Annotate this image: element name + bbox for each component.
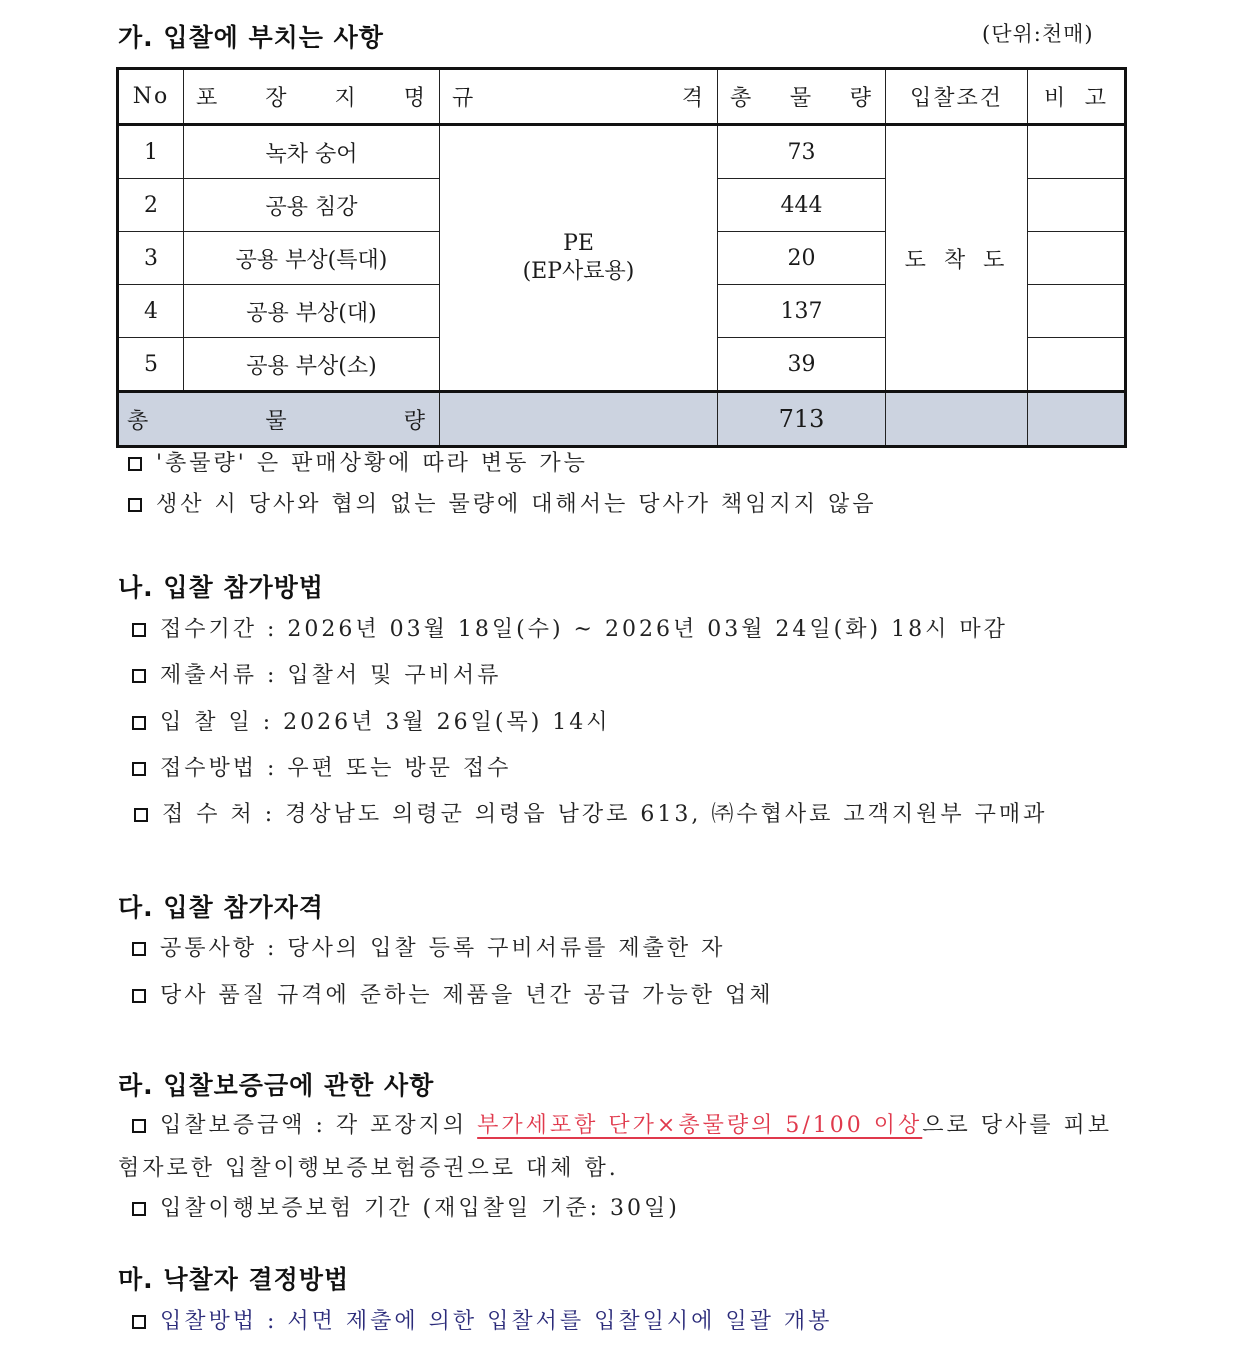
- checkbox-icon: [128, 457, 142, 471]
- checkbox-icon: [132, 1315, 146, 1329]
- row-qty: 20: [718, 232, 886, 285]
- list-item: 당사 품질 규격에 준하는 제품을 년간 공급 가능한 업체: [132, 978, 774, 1009]
- list-item: 입 찰 일 : 2026년 3월 26일(목) 14시: [132, 705, 611, 736]
- row-note: [1028, 125, 1126, 179]
- spec-line-1: PE: [563, 231, 594, 256]
- row-no: 2: [118, 179, 184, 232]
- row-name: 녹차 숭어: [184, 125, 440, 179]
- total-value: 713: [718, 392, 886, 447]
- checkbox-icon: [132, 1119, 146, 1133]
- checkbox-icon: [134, 808, 148, 822]
- note-2: 생산 시 당사와 협의 없는 물량에 대해서는 당사가 책임지지 않음: [128, 487, 877, 518]
- section-e-title: 마. 낙찰자 결정방법: [118, 1265, 350, 1294]
- row-qty: 73: [718, 125, 886, 179]
- row-qty: 137: [718, 285, 886, 338]
- total-spec: [440, 392, 718, 447]
- checkbox-icon: [132, 762, 146, 776]
- checkbox-icon: [132, 623, 146, 637]
- header-no: No: [118, 69, 184, 125]
- total-row: [118, 392, 1126, 447]
- row-note: [1028, 232, 1126, 285]
- checkbox-icon: [132, 1202, 146, 1216]
- checkbox-icon: [128, 498, 142, 512]
- row-name: 공용 부상(소): [184, 338, 440, 392]
- spec-line-2: (EP사료용): [522, 259, 635, 284]
- total-note: [1028, 392, 1126, 447]
- spec-cell: [440, 125, 718, 392]
- checkbox-icon: [132, 989, 146, 1003]
- row-note: [1028, 179, 1126, 232]
- row-name: 공용 부상(특대): [184, 232, 440, 285]
- guarantee-prefix: 입찰보증금액 : 각 포장지의: [160, 1113, 478, 1138]
- row-qty: 444: [718, 179, 886, 232]
- header-cond: 입찰조건: [886, 69, 1028, 125]
- row-no: 4: [118, 285, 184, 338]
- bid-table: [116, 67, 1127, 448]
- guarantee-continuation: 험자로한 입찰이행보증보험증권으로 대체 함.: [118, 1156, 619, 1181]
- header-qty: 총 물 량: [718, 69, 886, 125]
- checkbox-icon: [132, 716, 146, 730]
- list-item: 접수방법 : 우편 또는 방문 접수: [132, 751, 511, 782]
- row-note: [1028, 338, 1126, 392]
- row-no: 5: [118, 338, 184, 392]
- list-item: 공통사항 : 당사의 입찰 등록 구비서류를 제출한 자: [132, 931, 725, 962]
- note-1: '총물량' 은 판매상황에 따라 변동 가능: [128, 446, 588, 477]
- list-item: 입찰방법 : 서면 제출에 의한 입찰서를 입찰일시에 일괄 개봉: [132, 1304, 832, 1335]
- checkbox-icon: [132, 942, 146, 956]
- table-header-row: [118, 69, 1126, 125]
- guarantee-highlight: 부가세포함 단가×총물량의 5/100 이상: [477, 1113, 923, 1138]
- total-label: 총 물 량: [118, 392, 440, 447]
- table-row: [118, 125, 1126, 179]
- section-a-title: 가. 입찰에 부치는 사항: [118, 23, 384, 52]
- row-note: [1028, 285, 1126, 338]
- list-item: 접수기간 : 2026년 03월 18일(수) ~ 2026년 03월 24일(화) 18시 마감: [132, 612, 1008, 643]
- row-name: 공용 침강: [184, 179, 440, 232]
- row-no: 1: [118, 125, 184, 179]
- condition-cell: 도착도: [886, 125, 1028, 392]
- row-qty: 39: [718, 338, 886, 392]
- header-spec: 규 격: [440, 69, 718, 125]
- unit-label: (단위:천매): [982, 22, 1094, 46]
- guarantee-item: [132, 1108, 1112, 1139]
- checkbox-icon: [132, 669, 146, 683]
- total-cond: [886, 392, 1028, 447]
- header-note: 비 고: [1028, 69, 1126, 125]
- list-item: 접 수 처 : 경상남도 의령군 의령읍 남강로 613, ㈜수협사료 고객지원부 구매과: [134, 797, 1047, 828]
- list-item: 입찰이행보증보험 기간 (재입찰일 기준: 30일): [132, 1191, 680, 1222]
- row-no: 3: [118, 232, 184, 285]
- guarantee-suffix: 으로 당사를 피보: [922, 1113, 1113, 1138]
- list-item: 제출서류 : 입찰서 및 구비서류: [132, 658, 501, 689]
- section-b-title: 나. 입찰 참가방법: [118, 573, 324, 602]
- section-c-title: 다. 입찰 참가자격: [118, 893, 324, 922]
- section-d-title: 라. 입찰보증금에 관한 사항: [118, 1071, 435, 1100]
- row-name: 공용 부상(대): [184, 285, 440, 338]
- header-name: 포 장 지 명: [184, 69, 440, 125]
